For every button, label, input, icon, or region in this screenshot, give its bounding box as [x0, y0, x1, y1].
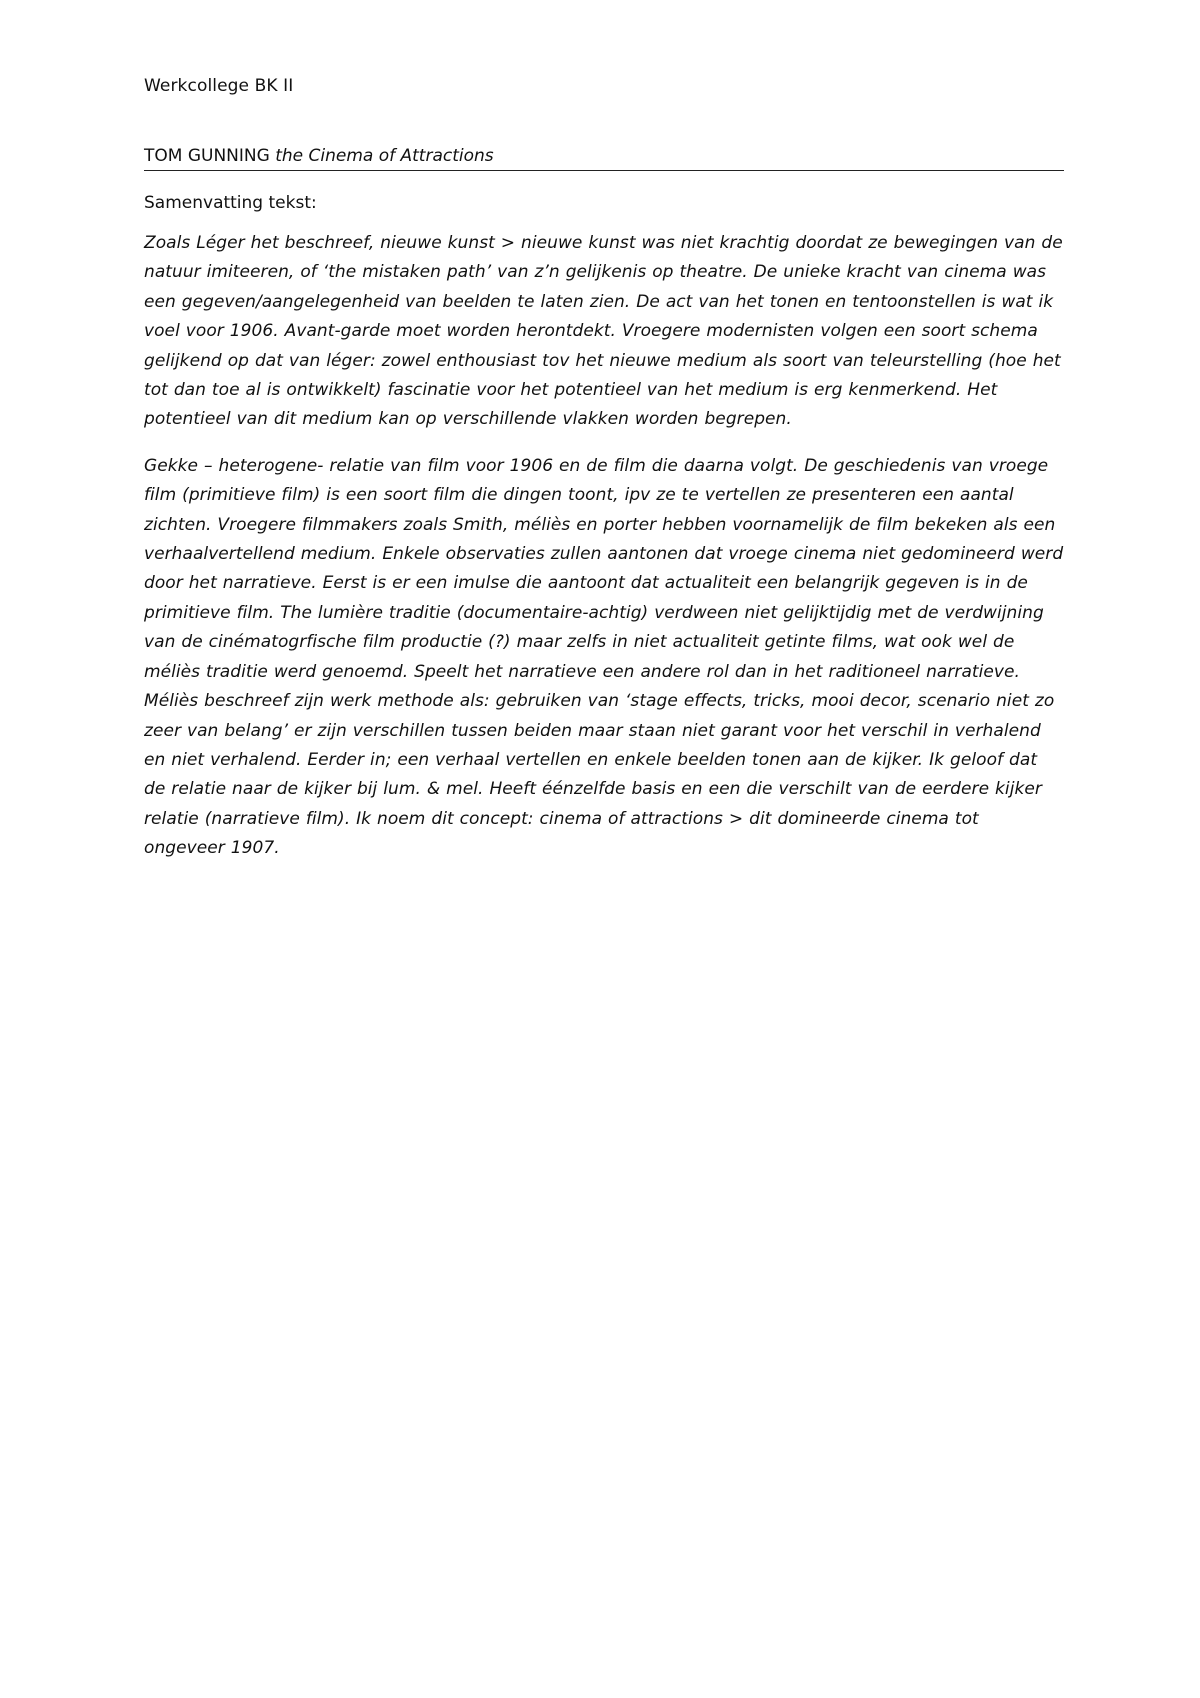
document-title [144, 144, 1064, 171]
title-author: TOM GUNNING [144, 146, 270, 166]
section-heading: Samenvatting tekst: [144, 193, 317, 213]
summary-paragraph-2: Gekke – heterogene- relatie van film voor 1906 en de film die daarna volgt. De geschiedenis van vroege film (primitieve film) is een soort film die dingen toont, ipv ze te vertellen ze presenteren een aantal zichten. Vroegere filmmakers zoals Smith, méliès en porter hebben voornamelijk de film bekeken als een verhaalvertellend medium. Enkele observaties zullen aantonen dat vroege cinema niet gedomineerd werd door het narratieve. Eerst is er een imulse die aantoont dat actualiteit een belangrijk gegeven is in de primitieve film. The lumière traditie (documentaire-achtig) verdween niet gelijktijdig met de verdwijning van de cinématogrfische film productie (?) maar zelfs in niet actualiteit getinte films, wat ook wel de méliès traditie werd genoemd. Speelt het narratieve een andere rol dan in het raditioneel narratieve. Méliès beschreef zijn werk methode als: gebruiken van ‘stage effects, tricks, mooi decor, scenario niet zo zeer van belang’ er zijn verschillen tussen beiden maar staan niet garant voor het verschil in verhalend en niet verhalend. Eerder in; een verhaal vertellen en enkele beelden tonen aan de kijker. Ik geloof dat de relatie naar de kijker bij lum. & mel. Heeft éénzelfde basis en een die verschilt van de eerdere kijker relatie (narratieve film). Ik noem dit concept: cinema of attractions > dit domineerde cinema tot ongeveer 1907. [144, 455, 1064, 859]
document-header-label: Werkcollege BK II [144, 76, 294, 96]
title-work: the Cinema of Attractions [275, 146, 494, 166]
page-content [144, 74, 1064, 881]
summary-paragraph-1: Zoals Léger het beschreef, nieuwe kunst > nieuwe kunst was niet krachtig doordat ze bewegingen van de natuur imiteeren, of ‘the mistaken path’ van z’n gelijkenis op theatre. De unieke kracht van cinema was een gegeven/aangelegenheid van beelden te laten zien. De act van het tonen en tentoonstellen is wat ik voel voor 1906. Avant-garde moet worden herontdekt. Vroegere modernisten volgen een soort schema gelijkend op dat van léger: zowel enthousiast tov het nieuwe medium als soort van teleurstelling (hoe het tot dan toe al is ontwikkelt) fascinatie voor het potentieel van het medium is erg kenmerkend. Het potentieel van dit medium kan op verschillende vlakken worden begrepen. [144, 233, 1063, 430]
